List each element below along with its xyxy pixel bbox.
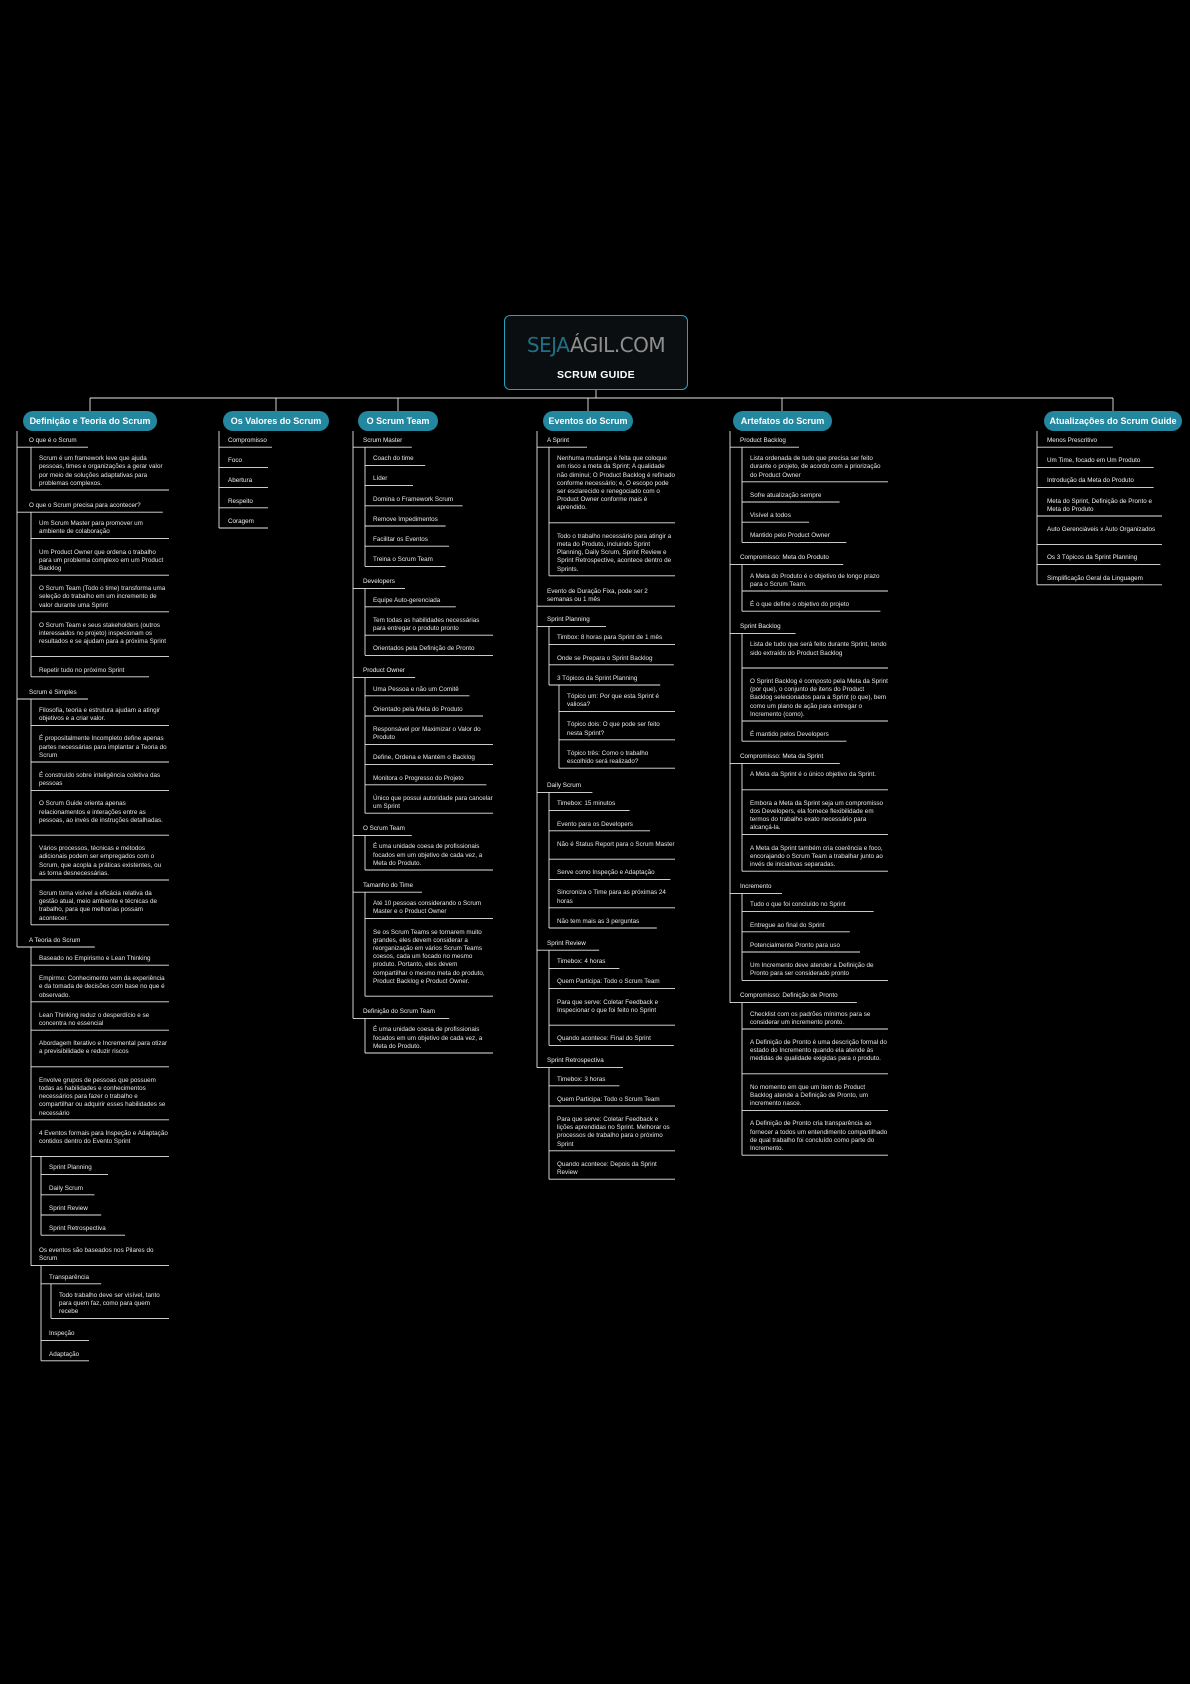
subtopic-node[interactable]: Filosofia, teoria e estrutura ajudam a atingir objetivos e a criar valor. — [39, 707, 161, 723]
category-artefatos[interactable]: Artefatos do Scrum — [733, 411, 832, 431]
subtopic-node[interactable]: Todo trabalho deve ser visível, tanto para quem faz, como para quem recebe — [59, 1291, 160, 1316]
category-scrum-team[interactable]: O Scrum Team — [358, 411, 438, 431]
subtopic-node[interactable]: Transparência — [49, 1273, 90, 1281]
logo-part-seja: SEJA — [526, 333, 570, 357]
subtopic-node[interactable]: Evento para os Developers — [557, 820, 633, 828]
subtopic-node[interactable]: Timebox: 3 horas — [557, 1075, 606, 1083]
subtopic-node[interactable]: Sprint Planning — [49, 1164, 92, 1172]
subtopic-node[interactable]: A Definição de Pronto é uma descrição formal do estado do Incremento quando ela atende às medidas de qualidade exigidas para o produto. — [750, 1039, 887, 1063]
topic-node[interactable]: A Sprint — [547, 437, 570, 444]
topic-node[interactable]: Compromisso — [228, 437, 267, 444]
subtopic-node[interactable]: Domina o Framework Scrum — [373, 495, 454, 503]
subtopic-node[interactable]: Visível a todos — [750, 512, 791, 519]
topic-node[interactable]: Abertura — [228, 477, 253, 485]
category-valores[interactable]: Os Valores do Scrum — [223, 411, 329, 431]
subtopic-node[interactable]: Tópico três: Como o trabalho escolhido será realizado? — [567, 749, 649, 765]
subtopic-node[interactable]: Lean Thinking reduz o desperdício e se concentra no essencial — [39, 1011, 150, 1027]
subtopic-node[interactable]: Para que serve: Coletar Feedback e Inspecionar o que foi feito no Sprint — [557, 998, 659, 1014]
topic-node[interactable]: Incremento — [740, 883, 772, 891]
topic-node[interactable]: Sprint Review — [547, 940, 586, 947]
subtopic-node[interactable]: O Scrum Team e seus stakeholders (outros interessados no projeto) inspecionam os resultados e se ajudam para a próxima Sprint — [39, 621, 167, 646]
topic-node[interactable]: Auto Gerenciáveis x Auto Organizados — [1047, 526, 1156, 533]
topic-node[interactable]: O que é o Scrum — [29, 437, 77, 444]
subtopic-node[interactable]: A Definição de Pronto cria transparência ao fornecer a todos um entendimento compartilhado de qual trabalho foi concluído como parte do Incremento. — [750, 1120, 888, 1152]
subtopic-node[interactable]: Tem todas as habilidades necessárias para entregar o produto pronto — [373, 616, 480, 632]
topic-node[interactable]: Scrum é Simples — [29, 688, 77, 696]
logo-wordmark — [505, 333, 687, 357]
category-definicao[interactable]: Definição e Teoria do Scrum — [23, 411, 157, 431]
subtopic-node[interactable]: Se os Scrum Teams se tornarem muito grandes, eles devem considerar a reorganização em vários Scrum Teams coesos, cada um focado no mesmo produto. Portanto, eles devem compartilhar o mesmo meta do produto, Product Backlog e Product Owner. — [373, 928, 485, 985]
subtopic-node[interactable]: Timbox: 8 horas para Sprint de 1 mês — [557, 634, 663, 642]
subtopic-node[interactable]: O Scrum Team (Todo o time) transforma uma seleção do trabalho em um incremento de valor durante uma Sprint — [39, 585, 166, 609]
subtopic-node[interactable]: Sprint Review — [49, 1204, 88, 1212]
subtopic-node[interactable]: Entregue ao final do Sprint — [750, 921, 825, 929]
logo-part-agil: ÁGIL.COM — [569, 333, 666, 357]
topic-node[interactable]: Sprint Retrospectiva — [547, 1057, 604, 1065]
subtopic-node[interactable]: A Meta da Sprint também cria coerência e foco, encorajando o Scrum Team a trabalhar junto ao invés de iniciativas separadas. — [750, 844, 883, 868]
subtopic-node[interactable]: Envolve grupos de pessoas que possuem todas as habilidades e conhecimentos necessários para fazer o trabalho e compartilhar ou adquirir esses habilidades se necessário — [39, 1076, 166, 1117]
subtopic-node[interactable]: No momento em que um item do Product Backlog atende a Definição de Pronto, um incremento nasce. — [750, 1083, 868, 1108]
subtopic-node[interactable]: Orientados pela Definição de Pronto — [373, 645, 475, 653]
subtopic-node[interactable]: Mantido pelo Product Owner — [750, 532, 830, 540]
subtopic-node[interactable]: Onde se Prepara o Sprint Backlog — [557, 654, 653, 662]
topic-node[interactable]: Compromisso: Meta do Produto — [740, 554, 829, 562]
subtopic-node[interactable]: Todo o trabalho necessário para atingir a meta do Produto, incluindo Sprint Planning, Daily Scrum, Sprint Review e Sprint Retrospective, acontece dentro de Sprints. — [557, 532, 672, 573]
subtopic-node[interactable]: Tópico um: Por que esta Sprint é valiosa? — [567, 693, 660, 709]
topic-node[interactable]: Foco — [228, 457, 242, 465]
subtopic-node[interactable]: Sofre atualização sempre — [750, 491, 822, 499]
subtopic-node[interactable]: É uma unidade coesa de profissionais focados em um objetivo de cada vez, a Meta do Produto. — [373, 1026, 483, 1050]
subtopic-node[interactable]: Vários processos, técnicas e métodos adicionais podem ser empregados com o Scrum, que acopla a práticas existentes, ou as torna desnecessárias. — [39, 845, 162, 877]
subtopic-node[interactable]: É construído sobre inteligência coletiva das pessoas — [39, 772, 161, 788]
topic-node[interactable]: Meta do Sprint, Definição de Pronto e Meta do Produto — [1047, 497, 1153, 513]
subtopic-node[interactable]: Uma Pessoa e não um Comitê — [373, 685, 459, 693]
topic-node[interactable]: Respeito — [228, 497, 253, 505]
subtopic-node[interactable]: Adaptação — [49, 1350, 80, 1358]
subtopic-node[interactable]: Baseado no Empirismo e Lean Thinking — [39, 955, 151, 962]
subtopic-node[interactable]: Até 10 pessoas considerando o Scrum Master e o Product Owner — [373, 900, 482, 916]
subtopic-node[interactable]: Um Scrum Master para promover um ambiente de colaboração — [39, 520, 143, 536]
subtopic-node[interactable]: Responsável por Maximizar o Valor do Produto — [373, 726, 481, 742]
subtopic-node[interactable]: Quem Participa: Todo o Scrum Team — [557, 978, 660, 986]
subtopic-node[interactable]: Embora a Meta da Sprint seja um compromisso dos Developers, ela fornece flexibilidade em termos do trabalho exato necessário para alcançá-la. — [750, 799, 883, 832]
subtopic-node[interactable]: Scrum torna visível a eficácia relativa da gestão atual, meio ambiente e técnicas de trabalho, para que melhorias possam acontecer. — [39, 890, 157, 922]
topic-node[interactable]: Coragem — [228, 517, 254, 525]
subtopic-node[interactable]: Orientado pela Meta do Produto — [373, 705, 463, 713]
subtopic-node[interactable]: Um Incremento deve atender a Definição de Pronto para ser considerado pronto — [750, 962, 874, 978]
topic-node[interactable]: Evento de Duração Fixa, pode ser 2 semanas ou 1 mês — [547, 587, 648, 603]
topic-node[interactable]: O Scrum Team — [363, 825, 405, 833]
subtopic-node[interactable]: Scrum é um framework leve que ajuda pessoas, times e organizações a gerar valor por meio de soluções adaptativas para problemas complexos. — [39, 455, 163, 487]
subtopic-node[interactable]: É mantido pelos Developers — [750, 731, 829, 738]
subtopic-node[interactable]: Monitora o Progresso do Projeto — [373, 774, 464, 782]
topic-node[interactable]: Product Owner — [363, 667, 405, 675]
subtopic-node[interactable]: Timebox: 15 minutos — [557, 800, 616, 808]
subtopic-node[interactable]: Lista de tudo que será feito durante Sprint, tendo sido extraído do Product Backlog — [750, 641, 887, 657]
subtopic-node[interactable]: Lista ordenada de tudo que precisa ser feito durante o projeto, de acordo com a priorização do Product Owner — [750, 455, 881, 479]
topic-node[interactable]: Menos Prescritivo — [1047, 437, 1098, 444]
subtopic-node[interactable]: Daily Scrum — [49, 1184, 83, 1192]
subtopic-node[interactable]: O Scrum Guide orienta apenas relacionamentos e interações entre as pessoas, ao invés de instruções detalhadas. — [39, 800, 163, 824]
subtopic-node[interactable]: Líder — [373, 475, 388, 483]
subtopic-node[interactable]: Tudo o que foi concluído no Sprint — [750, 901, 846, 909]
topic-node[interactable]: A Teoria do Scrum — [29, 936, 81, 944]
subtopic-node[interactable]: Timebox: 4 horas — [557, 958, 606, 966]
root-logo-box — [504, 315, 688, 390]
subtopic-node[interactable]: Empirmo: Conhecimento vem da experiência e da tomada de decisões com base no que é observado. — [39, 975, 165, 999]
topic-node[interactable]: Definição do Scrum Team — [363, 1008, 435, 1016]
topic-node[interactable]: Sprint Backlog — [740, 623, 781, 631]
subtopic-node[interactable]: Define, Ordena e Mantém o Backlog — [373, 754, 475, 762]
subtopic-node[interactable]: Facilitar os Eventos — [373, 536, 428, 543]
topic-node[interactable]: O que o Scrum precisa para acontecer? — [29, 502, 141, 509]
subtopic-node[interactable]: Equipe Auto-gerenciada — [373, 596, 441, 604]
topic-node[interactable]: Tamanho do Time — [363, 882, 414, 889]
subtopic-node[interactable]: Não tem mais as 3 perguntas — [557, 917, 640, 925]
subtopic-node[interactable]: Único que possui autoridade para cancelar um Sprint — [373, 794, 493, 810]
subtopic-node[interactable]: É propositalmente Incompleto define apenas partes necessárias para implantar a Teoria do Scrum — [39, 735, 167, 759]
subtopic-node[interactable]: 4 Eventos formais para Inspeção e Adaptação contidos dentro do Evento Sprint — [39, 1129, 168, 1145]
subtopic-node[interactable]: Um Product Owner que ordena o trabalho para um problema complexo em um Product Backlog — [39, 548, 164, 572]
root-title: SCRUM GUIDE — [557, 369, 635, 381]
subtopic-node[interactable]: Repetir tudo no próximo Sprint — [39, 666, 125, 674]
subtopic-node[interactable]: Para que serve: Coletar Feedback e lições aprendidas no Sprint. Melhorar os processos de trabalho para o próximo Sprint — [557, 1116, 670, 1148]
subtopic-node[interactable]: Os eventos são baseados nos Pilares do Scrum — [39, 1247, 154, 1263]
subtopic-node[interactable]: 3 Tópicos da Sprint Planning — [557, 674, 638, 682]
subtopic-node[interactable]: Checklist com os padrões mínimos para se considerar um incremento pronto. — [750, 1010, 871, 1026]
subtopic-node[interactable]: Sprint Retrospectiva — [49, 1225, 106, 1232]
topic-node[interactable]: Daily Scrum — [547, 782, 581, 790]
subtopic-node[interactable]: Serve como Inspeção e Adaptação — [557, 869, 655, 877]
subtopic-node[interactable]: É o que define o objetivo do projeto — [750, 601, 850, 608]
topic-node[interactable]: Scrum Master — [363, 437, 403, 444]
topic-node[interactable]: Um Time, focado em Um Produto — [1047, 457, 1141, 465]
subtopic-node[interactable]: Tópico dois: O que pode ser feito nesta Sprint? — [567, 721, 660, 737]
category-eventos[interactable]: Eventos do Scrum — [543, 411, 633, 431]
subtopic-node[interactable]: Inspeção — [49, 1330, 75, 1338]
topic-node[interactable]: Compromisso: Definição de Pronto — [740, 992, 838, 1000]
subtopic-node[interactable]: Remove Impedimentos — [373, 515, 438, 523]
category-atualizacoes[interactable]: Atualizações do Scrum Guide — [1044, 411, 1182, 431]
topic-node[interactable]: Os 3 Tópicos da Sprint Planning — [1047, 554, 1138, 562]
subtopic-node[interactable]: Quando acontece: Final do Sprint — [557, 1035, 651, 1043]
topic-node[interactable]: Product Backlog — [740, 437, 786, 444]
topic-node[interactable]: Sprint Planning — [547, 616, 590, 624]
subtopic-node[interactable]: A Meta da Sprint é o único objetivo da Sprint. — [750, 771, 877, 779]
subtopic-node[interactable]: Nenhuma mudança é feita que coloque em risco a meta da Sprint; A qualidade não diminui; O Product Backlog é refinado conforme necessário; e, O escopo pode ser esclarecido e renegociado com o Product Owner conforme mais é aprendido. — [557, 455, 675, 512]
topic-node[interactable]: Introdução da Meta do Produto — [1047, 477, 1134, 485]
subtopic-node[interactable]: Sincroniza o Time para as próximas 24 horas — [557, 889, 666, 905]
topic-node[interactable]: Simplificação Geral da Linguagem — [1047, 574, 1143, 582]
subtopic-node[interactable]: Abordagem Iterativo e Incremental para otizar a previsibilidade e reduzir riscos — [39, 1040, 168, 1056]
subtopic-node[interactable]: Não é Status Report para o Scrum Master — [557, 840, 675, 848]
subtopic-node[interactable]: É uma unidade coesa de profissionais focados em um objetivo de cada vez, a Meta do Produto. — [373, 843, 483, 867]
topic-node[interactable]: Compromisso: Meta da Sprint — [740, 753, 824, 761]
subtopic-node[interactable]: Quando acontece: Depois da Sprint Review — [557, 1160, 657, 1176]
subtopic-node[interactable]: A Meta do Produto é o objetivo de longo prazo para o Scrum Team. — [750, 572, 880, 588]
topic-node[interactable]: Developers — [363, 578, 395, 586]
subtopic-node[interactable]: Potencialmente Pronto para uso — [750, 941, 840, 949]
subtopic-node[interactable]: Treina o Scrum Team — [373, 556, 433, 564]
subtopic-node[interactable]: O Sprint Backlog é composto pela Meta da Sprint (por que), o conjunto de itens do Product Backlog selecionados para a Sprint (o que), bem como um plano de ação para entregar o Incremento (como). — [750, 678, 888, 718]
subtopic-node[interactable]: Quem Participa: Todo o Scrum Team — [557, 1095, 660, 1103]
subtopic-node[interactable]: Coach do time — [373, 455, 414, 463]
